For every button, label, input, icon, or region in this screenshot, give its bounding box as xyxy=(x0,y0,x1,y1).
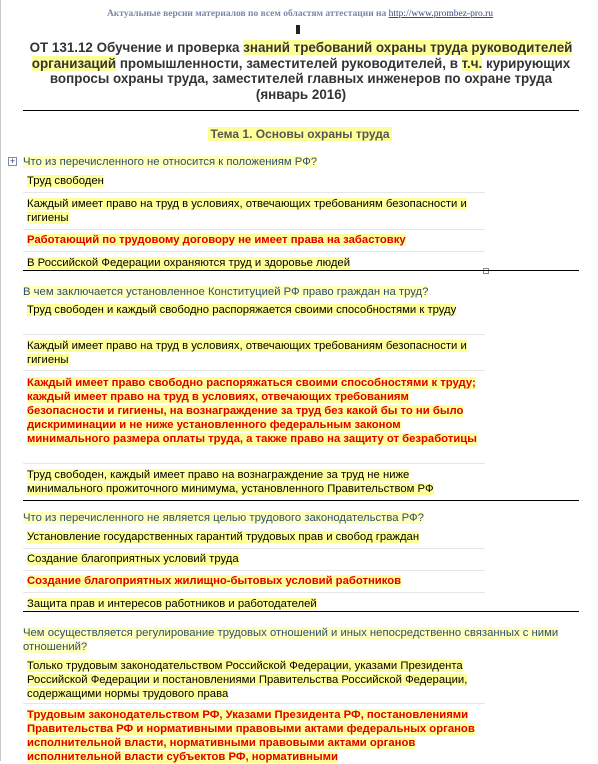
answer-2-3-correct: Каждый имеет право свободно распоряжаться своими способностями к труду; каждый имеет право на труд в условиях, отвечающих требованиям безопасности и гигиены, на вознаграждение за труд без какой бы то ни было дискриминации и не ниже установленного федеральным законом минимального размера оплаты труда, а также право на защиту от безработицы xyxy=(27,377,477,445)
answer-2-1: Труд свободен и каждый свободно распоряжается своими способностями к труду xyxy=(27,304,457,316)
document-title xyxy=(27,40,575,102)
text-cursor xyxy=(296,25,300,34)
answer-3-2: Создание благоприятных условий труда xyxy=(27,553,239,565)
answer-3-3-correct: Создание благоприятных жилищно-бытовых условий работников xyxy=(27,575,402,587)
answer-2-2: Каждый имеет право на труд в условиях, отвечающих требованиям безопасности и гигиены xyxy=(27,340,467,366)
answer-separator xyxy=(23,334,485,335)
header-link[interactable]: http://www.prombez-pro.ru xyxy=(388,9,494,19)
title-part: промышленности, заместителей руководителей, в xyxy=(116,55,462,71)
answer-4-1: Только трудовым законодательством Российской Федерации, указами Президента Российской Федерации и постановлениями Правительства Российской Федерации, содержащими нормы трудового права xyxy=(27,660,468,700)
answer-separator xyxy=(23,370,485,371)
answer-separator xyxy=(23,229,485,230)
resize-handle[interactable] xyxy=(483,268,489,274)
answer-separator xyxy=(23,192,485,193)
answer-1-2: Каждый имеет право на труд в условиях, отвечающих требованиям безопасности и гигиены xyxy=(27,198,467,224)
answer-1-4: В Российской Федерации охраняются труд и здоровье людей xyxy=(27,257,351,269)
answer-separator xyxy=(23,463,485,464)
answer-separator xyxy=(23,703,485,704)
answer-3-1: Установление государственных гарантий трудовых прав и свобод граждан xyxy=(27,531,420,543)
question-4: Чем осуществляется регулирование трудовых отношений и иных непосредственно связанных с ними отношений? xyxy=(23,627,559,653)
header-text: Актуальные версии материалов по всем областям аттестации на xyxy=(106,9,389,19)
answer-2-4: Труд свободен, каждый имеет право на вознаграждение за труд не ниже минимального прожиточного минимума, установленного Правительством РФ xyxy=(27,469,434,495)
title-part: курирующих вопросы охраны труда, заместителей главных инженеров по охране труда (январь 2016) xyxy=(49,55,571,102)
question-rule xyxy=(23,611,579,612)
title-part: ОТ 131.12 Обучение и проверка xyxy=(29,40,244,55)
answer-3-4: Защита прав и интересов работников и работодателей xyxy=(27,598,317,610)
answer-separator xyxy=(23,251,485,252)
header-line xyxy=(1,9,598,19)
title-highlight: т.ч. xyxy=(461,55,483,71)
answer-4-2-correct: Трудовым законодательством РФ, Указами Президента РФ, постановлениями Правительства РФ и нормативными правовыми актами федеральных органов исполнительной власти, нормативными правовыми актами органов исполнительной власти субъектов РФ, нормативными xyxy=(27,709,475,763)
title-rule xyxy=(23,110,579,111)
answer-1-1: Труд свободен xyxy=(27,175,104,187)
question-rule xyxy=(23,500,579,501)
answer-separator xyxy=(23,548,485,549)
question-2: В чем заключается установленное Конституцией РФ право граждан на труд? xyxy=(23,286,429,298)
question-1: Что из перечисленного не относится к положениям РФ? xyxy=(23,156,318,168)
answer-separator xyxy=(23,570,485,571)
expand-icon[interactable]: + xyxy=(9,156,16,166)
topic-heading: Тема 1. Основы охраны труда xyxy=(210,127,390,141)
answer-1-3-correct: Работающий по трудовому договору не имеет права на забастовку xyxy=(27,234,406,246)
answer-separator xyxy=(23,592,485,593)
title-highlight: знаний требований охраны труда руководителей организаций xyxy=(31,40,573,71)
question-rule xyxy=(23,270,579,271)
question-3: Что из перечисленного не является целью трудового законодательства РФ? xyxy=(23,512,424,524)
